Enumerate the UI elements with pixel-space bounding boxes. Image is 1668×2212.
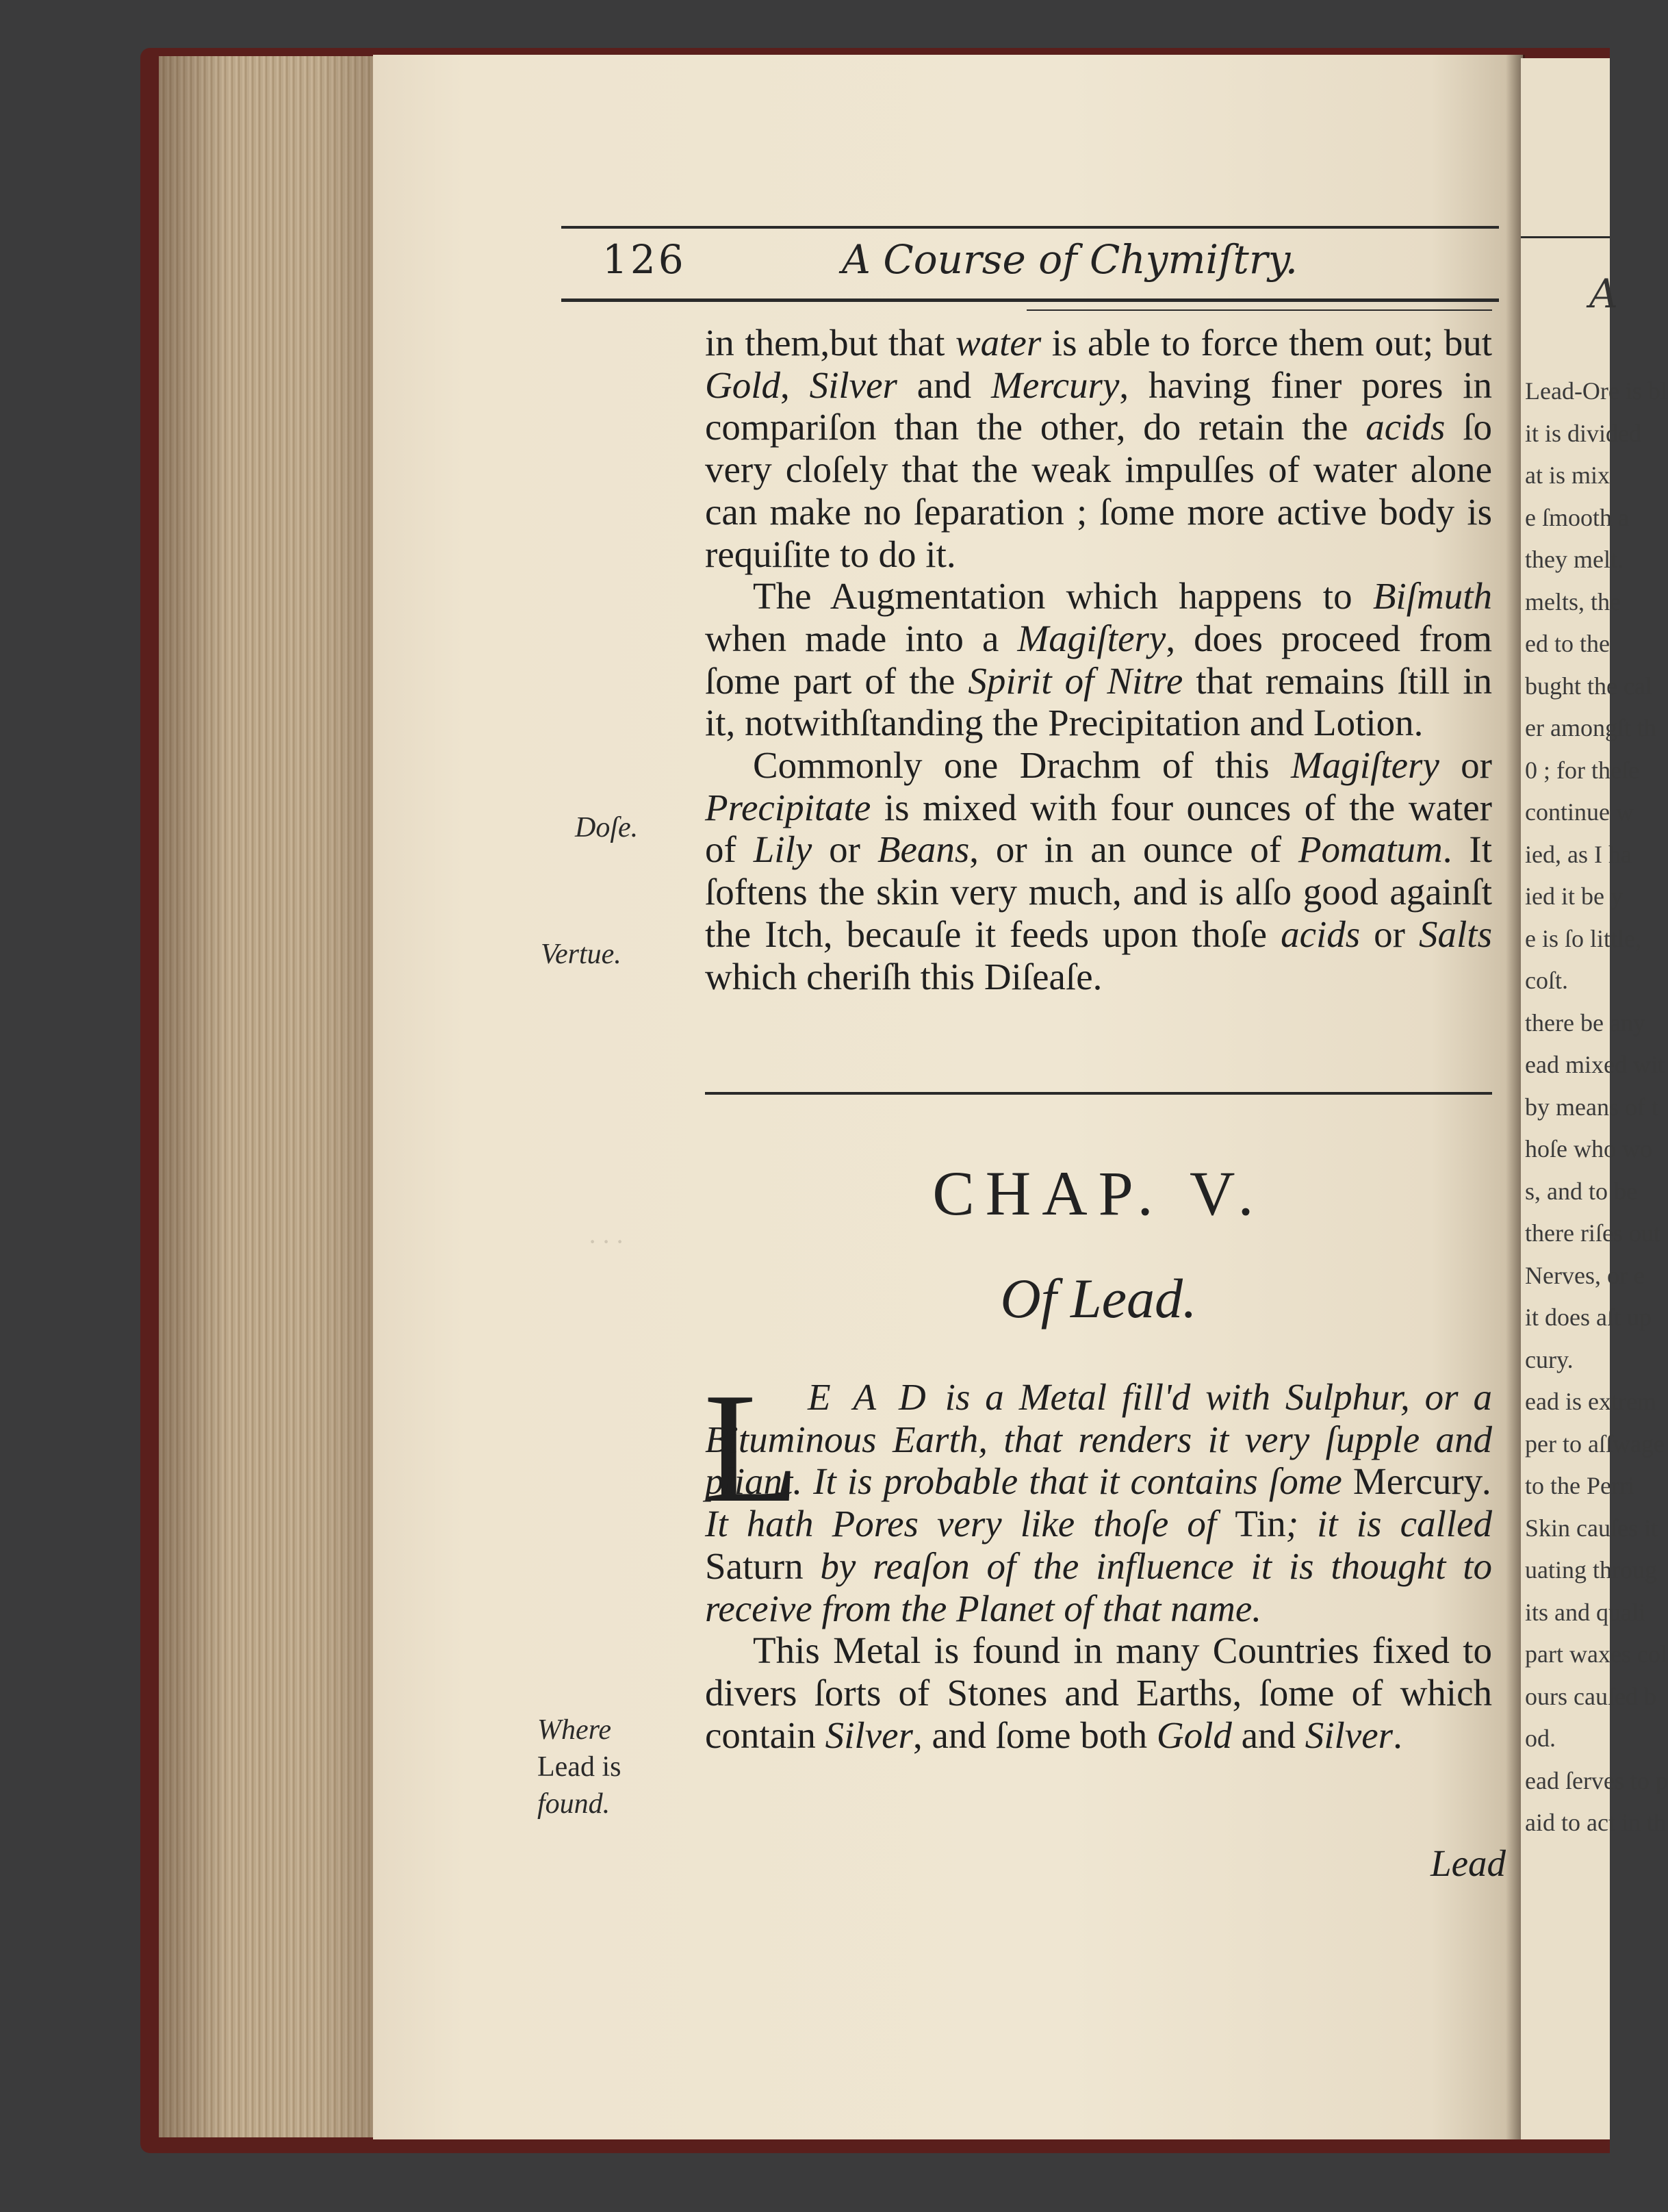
italic-run: Gold — [1156, 1714, 1232, 1756]
facing-text-fragment: uating throug — [1525, 1556, 1657, 1584]
italic-run: acids — [1281, 913, 1361, 955]
chapter-title: Of Lead. — [1000, 1267, 1197, 1330]
italic-run: Silver — [809, 364, 897, 406]
text-run: and — [1231, 1714, 1305, 1756]
margin-note-line: Lead is — [537, 1751, 621, 1783]
text-run: or — [1360, 913, 1420, 955]
italic-run: Pomatum — [1298, 828, 1443, 871]
italic-run: Magiſtery — [1017, 617, 1166, 659]
drop-cap: L — [704, 1360, 800, 1535]
text-run: Commonly one Drachm of this — [753, 744, 1291, 787]
text-run: , or in an ounce of — [969, 828, 1298, 871]
text-run: , — [780, 364, 810, 406]
facing-text-fragment: ed to the — [1525, 630, 1610, 657]
italic-run: Salts — [1419, 913, 1492, 955]
text-run: which cheriſh this Diſeaſe. — [705, 955, 1103, 997]
facing-text-fragment: they melt. — [1525, 546, 1624, 573]
italic-run: Magiſtery — [1290, 744, 1439, 787]
facing-text-fragment: by means of t — [1525, 1093, 1658, 1121]
text-run: is able to force them out; but — [1041, 322, 1492, 364]
facing-text-fragment: ied it be y — [1525, 882, 1623, 910]
header-rule-thin — [1027, 309, 1492, 311]
facing-text-fragment: its and quali — [1525, 1598, 1645, 1626]
facing-rule — [1521, 236, 1610, 238]
text-run: when made into a — [705, 617, 1018, 659]
facing-text-fragment: Nerves, or e — [1525, 1261, 1645, 1289]
top-rule — [561, 226, 1499, 229]
italic-run: ; it is called — [1285, 1503, 1492, 1545]
italic-run: by reaſon of the influence it is thought to receive from the Planet of that name. — [705, 1544, 1492, 1629]
facing-text-fragment: s, and to be — [1525, 1177, 1637, 1205]
text-run: or — [1439, 744, 1492, 787]
italic-run: Silver — [1305, 1714, 1394, 1756]
italic-run: water — [955, 322, 1042, 364]
italic-run: Beans — [877, 828, 970, 871]
text-run: is mixed with four ounces of the water of — [705, 786, 1492, 871]
paragraph-3 — [705, 744, 1492, 997]
text-run: or — [812, 828, 877, 871]
page-edges — [159, 56, 385, 2137]
facing-text-fragment: it does aſt up — [1525, 1304, 1652, 1331]
facing-text-fragment: at is mix — [1525, 461, 1610, 489]
facing-text-fragment: Lead-Ore is bl — [1525, 377, 1667, 405]
facing-text-fragment: ead ſerves to p — [1525, 1766, 1668, 1794]
facing-text-fragment: ead is extrem — [1525, 1388, 1656, 1415]
paragraph-1 — [705, 322, 1492, 575]
text-run: and — [897, 364, 992, 406]
text-run: This Metal is found in many Countries fixed to divers ſorts of Stones and Earths, ſome of which contain — [705, 1629, 1492, 1756]
paragraph-2 — [705, 575, 1492, 744]
italic-run: Mercury — [991, 364, 1120, 406]
facing-text-fragment: it is divided — [1525, 419, 1641, 447]
facing-text-fragment: cury. — [1525, 1345, 1574, 1373]
text-run: The Augmentation which happens to — [753, 575, 1373, 618]
italic-run: E A D — [808, 1376, 930, 1418]
paragraph-4 — [704, 1360, 1492, 1629]
paragraph-5 — [705, 1629, 1492, 1756]
facing-text-fragment: part waxes col — [1525, 1640, 1667, 1668]
italic-run: Spirit of Nitre — [968, 659, 1183, 702]
margin-note-where-found — [537, 1712, 621, 1822]
running-title: A Course of Chymiſtry. — [842, 236, 1298, 283]
italic-run: Precipitate — [705, 786, 871, 828]
text-run: , does proceed from ſome part of the — [705, 617, 1492, 702]
text-run: . It ſoftens the skin very much, and is alſo good againſt the Itch, becauſe it feeds upon thoſe — [705, 828, 1492, 955]
text-run: Saturn — [705, 1544, 804, 1587]
page-number: 126 — [602, 236, 687, 283]
margin-note-line: Where — [537, 1714, 612, 1746]
facing-runhead: A — [1589, 270, 1618, 317]
section-rule — [705, 1092, 1492, 1095]
italic-run: Biſmuth — [1372, 575, 1492, 618]
text-run: in them,but that — [705, 322, 955, 364]
text-block-chapter — [704, 1360, 1492, 1756]
text-run: that remains ſtill in it, notwithſtanding the Precipitation and Lotion. — [705, 659, 1492, 744]
facing-text-fragment: od. — [1525, 1725, 1556, 1752]
facing-text-fragment: e is ſo little, — [1525, 924, 1641, 952]
margin-note-line: found. — [537, 1788, 611, 1820]
facing-text-fragment: coſt. — [1525, 967, 1568, 994]
facing-text-fragment: Skin cauſes it — [1525, 1514, 1658, 1542]
facing-text-fragment: hoſe who wo — [1525, 1135, 1652, 1162]
text-run: Mercury — [1352, 1460, 1483, 1503]
facing-text-fragment: ours cauſed b — [1525, 1682, 1656, 1710]
header-rule — [561, 298, 1499, 302]
facing-text-fragment: aid to act in th — [1525, 1809, 1666, 1836]
facing-text-fragment: e ſmooth a — [1525, 503, 1629, 531]
bleed-through: · · · — [589, 1226, 623, 1257]
text-run: ſo very cloſely that the weak impulſes of water alone can make no ſeparation ; ſome more active body is requiſite to do it. — [705, 406, 1492, 575]
margin-note-dose: Doſe. — [575, 812, 639, 843]
facing-text-fragment: ead mixed wit — [1525, 1051, 1665, 1078]
facing-text-fragment: 0 ; for theſe — [1525, 756, 1639, 784]
text-run: , having finer pores in compariſon than the other, do retain the — [705, 364, 1492, 448]
italic-run: Gold — [705, 364, 780, 406]
facing-text-fragment: melts, the — [1525, 587, 1621, 615]
facing-page — [1521, 58, 1668, 2139]
text-run: , and ſome both — [912, 1714, 1157, 1756]
facing-text-fragment: there riſes out — [1525, 1219, 1660, 1247]
facing-text-fragment: to the Perri — [1525, 1472, 1634, 1499]
text-run: . — [1393, 1714, 1402, 1756]
facing-text-fragment: per to aſſwage — [1525, 1429, 1665, 1458]
facing-text-fragment: bught the cal — [1525, 672, 1652, 700]
italic-run: acids — [1365, 406, 1446, 448]
text-block-top — [705, 322, 1492, 997]
italic-run: Silver — [825, 1714, 913, 1756]
italic-run: Lily — [753, 828, 812, 871]
text-run: Tin — [1235, 1503, 1286, 1545]
facing-text-fragment: ied, as I ha — [1525, 840, 1632, 868]
chapter-heading: CHAP. V. — [932, 1158, 1265, 1228]
facing-text-fragment: continue w — [1525, 798, 1634, 826]
catchword: Lead — [1430, 1842, 1506, 1884]
margin-note-vertue: Vertue. — [541, 939, 621, 970]
facing-text-fragment: there be any — [1525, 1008, 1645, 1037]
italic-run: is a Metal fill'd with Sulphur, or a Bituminous Earth, that renders it very ſupple and pliant. It is probable that it contains ſome — [705, 1376, 1492, 1503]
facing-text-fragment: er amongſt th — [1525, 714, 1656, 741]
italic-run: . It hath Pores very like thoſe of — [705, 1460, 1492, 1545]
